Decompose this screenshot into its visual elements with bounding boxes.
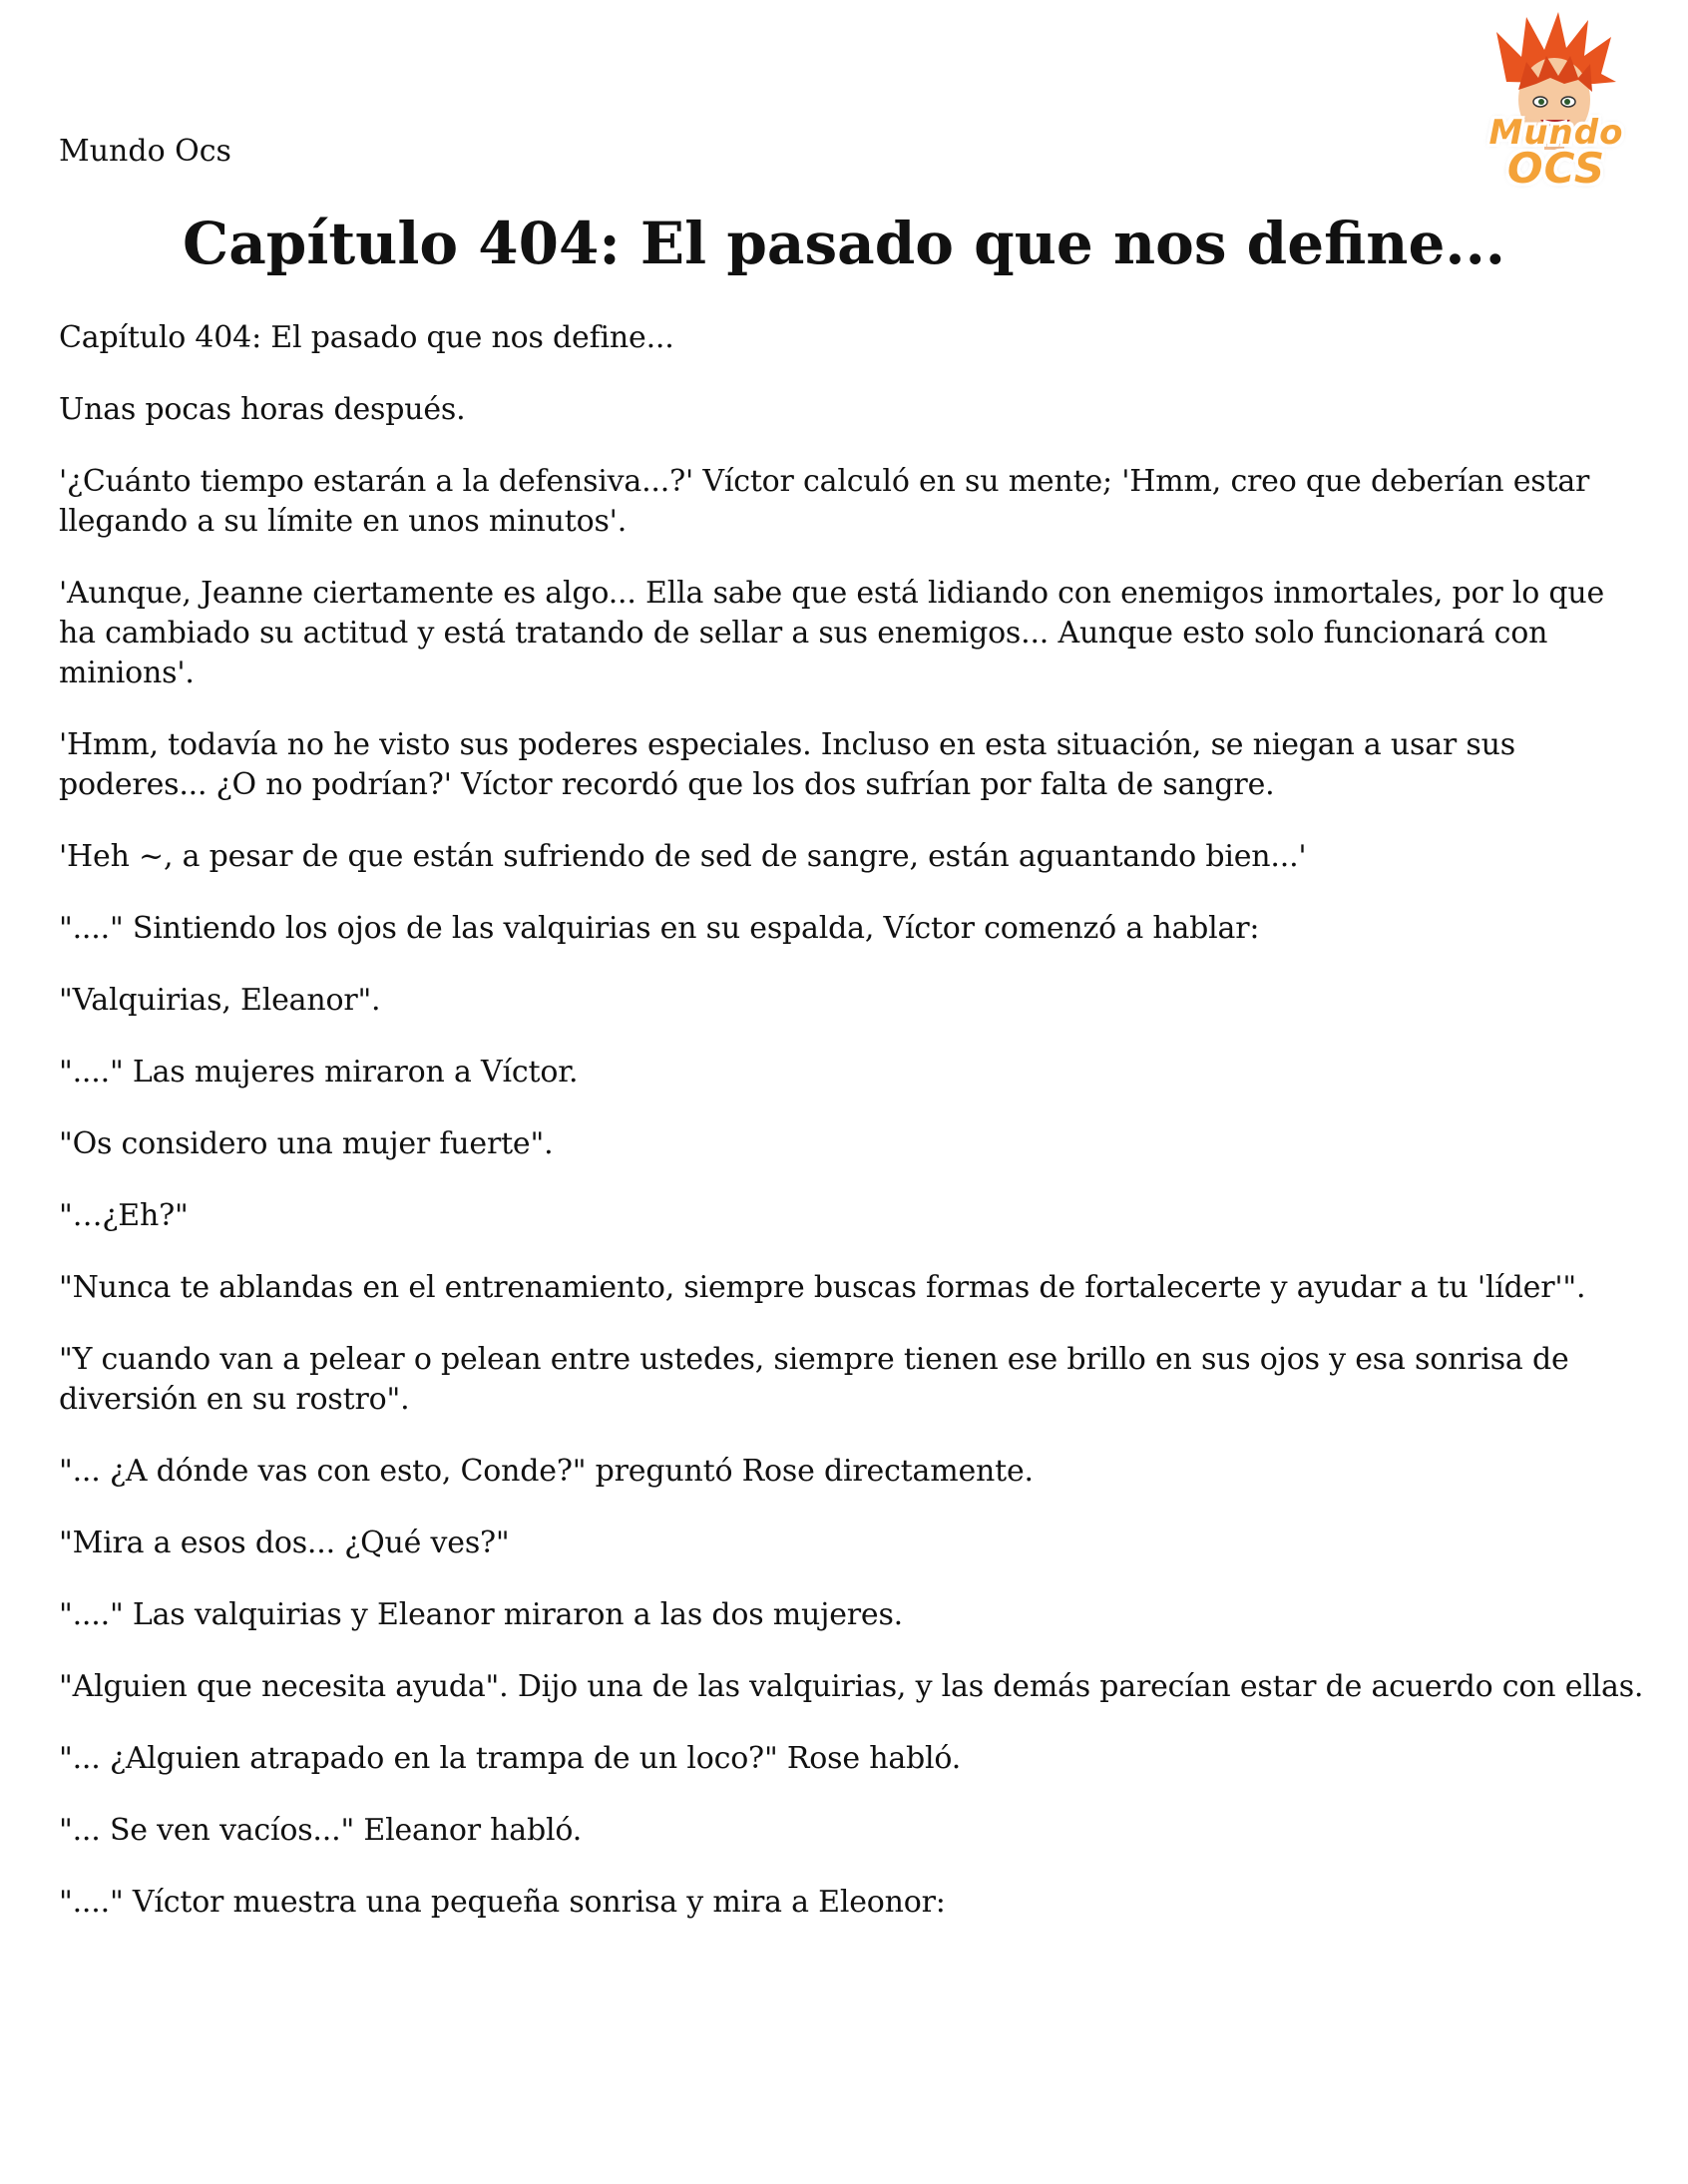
paragraph: "Valquirias, Eleanor". — [59, 983, 381, 1018]
paragraph: Capítulo 404: El pasado que nos define... — [59, 320, 674, 355]
logo-line-2: OCS — [1506, 144, 1606, 193]
logo-wordmark — [1467, 113, 1646, 193]
paragraph: "...." Sintiendo los ojos de las valquirias en su espalda, Víctor comenzó a hablar: — [59, 911, 1260, 946]
paragraph: "... ¿Alguien atrapado en la trampa de un loco?" Rose habló. — [59, 1741, 962, 1776]
chapter-title: Capítulo 404: El pasado que nos define... — [183, 210, 1505, 277]
logo-line-1: Mundo — [1488, 113, 1624, 153]
paragraph: "... Se ven vacíos..." Eleanor habló. — [59, 1813, 583, 1848]
paragraph: "Os considero una mujer fuerte". — [59, 1126, 554, 1161]
paragraph: '¿Cuánto tiempo estarán a la defensiva...?' Víctor calculó en su mente; 'Hmm, creo que deberían estar llegando a su límite en unos minutos'. — [59, 464, 1590, 539]
paragraph: "... ¿A dónde vas con esto, Conde?" preguntó Rose directamente. — [59, 1454, 1034, 1489]
paragraph: "Nunca te ablandas en el entrenamiento, siempre buscas formas de fortalecerte y ayudar a tu 'líder'". — [59, 1270, 1586, 1305]
paragraph: "...." Las mujeres miraron a Víctor. — [59, 1055, 579, 1090]
mundo-ocs-logo — [1467, 12, 1646, 192]
paragraph: "...." Las valquirias y Eleanor miraron a las dos mujeres. — [59, 1597, 904, 1632]
paragraph: 'Hmm, todavía no he visto sus poderes especiales. Incluso en esta situación, se niegan a usar sus poderes... ¿O no podrían?' Víctor recordó que los dos sufrían por falta de sangre. — [59, 727, 1515, 802]
paragraph: Unas pocas horas después. — [59, 392, 466, 427]
paragraph: "...." Víctor muestra una pequeña sonrisa y mira a Eleonor: — [59, 1885, 946, 1920]
site-name: Mundo Ocs — [59, 134, 231, 169]
paragraph: 'Heh ~, a pesar de que están sufriendo de sed de sangre, están aguantando bien...' — [59, 839, 1307, 874]
chapter-body — [59, 318, 1645, 1955]
paragraph: "…¿Eh?" — [59, 1198, 189, 1233]
paragraph: 'Aunque, Jeanne ciertamente es algo... Ella sabe que está lidiando con enemigos inmortales, por lo que ha cambiado su actitud y está tratando de sellar a sus enemigos... Aunque esto solo funcionará con minions'. — [59, 576, 1605, 690]
paragraph: "Alguien que necesita ayuda". Dijo una de las valquirias, y las demás parecían estar de acuerdo con ellas. — [59, 1669, 1644, 1704]
paragraph: "Y cuando van a pelear o pelean entre ustedes, siempre tienen ese brillo en sus ojos y esa sonrisa de diversión en su rostro". — [59, 1342, 1569, 1417]
paragraph: "Mira a esos dos... ¿Qué ves?" — [59, 1526, 510, 1560]
